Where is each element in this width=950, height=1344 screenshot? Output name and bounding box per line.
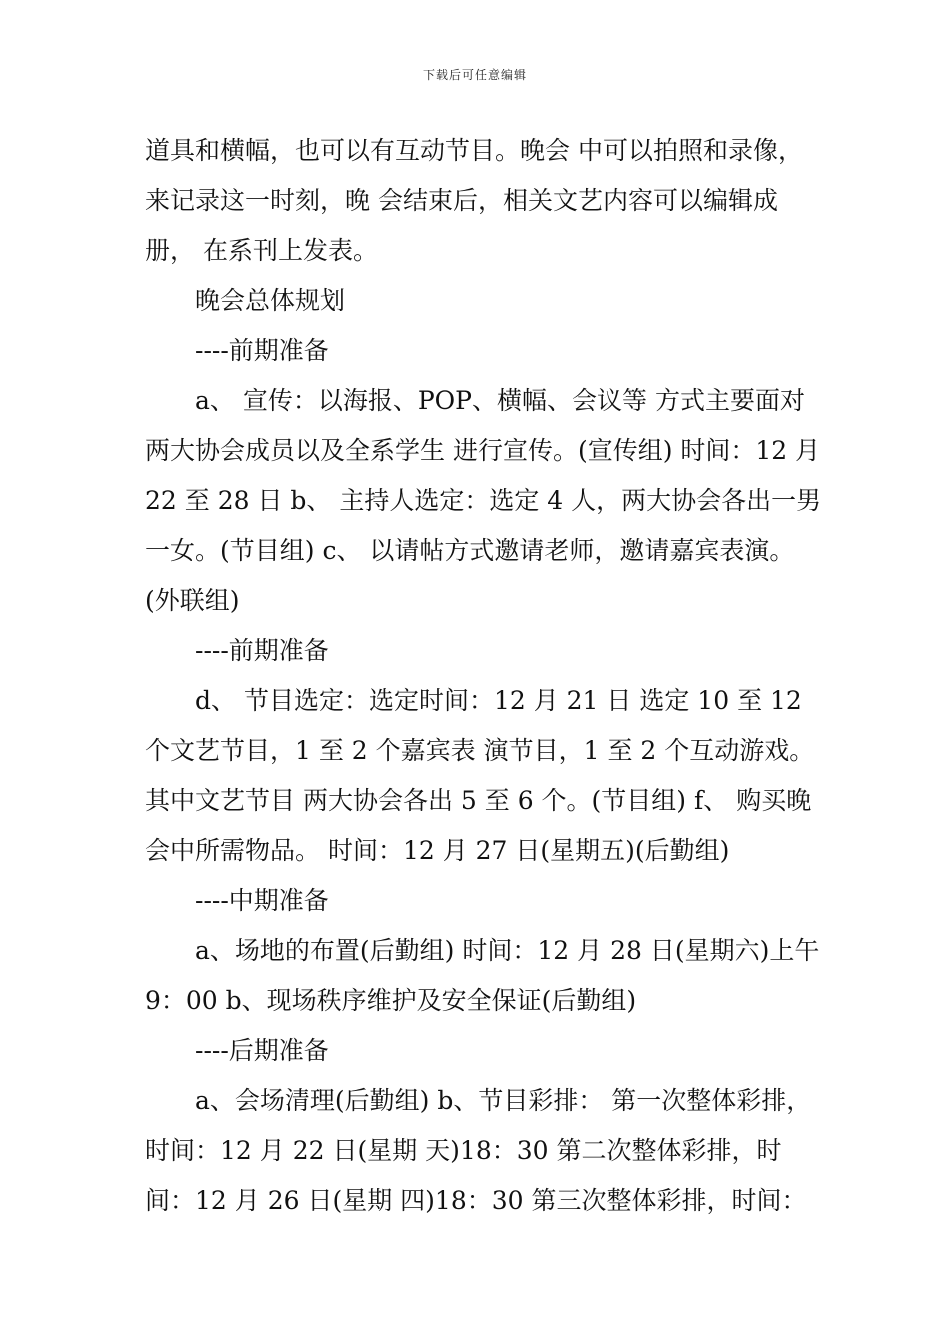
section-title: 晚会总体规划 — [195, 286, 346, 315]
section-heading-early-prep: ----前期准备 — [195, 336, 329, 365]
document-body — [145, 126, 825, 1226]
paragraph-venue-setup: a、场地的布置(后勤组) 时间：12 月 28 日(星期六)上午 9：00 b、现场秩序维护及安全保证(后勤组) — [145, 936, 820, 1015]
section-heading-early-prep-2: ----前期准备 — [195, 636, 329, 665]
paragraph-publicity: a、 宣传：以海报、POP、横幅、会议等 方式主要面对两大协会成员以及全系学生 进行宣传。(宣传组) 时间：12 月 22 至 28 日 b、 主持人选定：选定 4 人，两大协会各出一男一女。(节目组) c、 以请帖方式邀请老师，邀请嘉宾表演。 (外联组) — [145, 386, 822, 615]
paragraph-intro: 道具和横幅，也可以有互动节目。晚会 中可以拍照和录像，来记录这一时刻，晚 会结束后，相关文艺内容可以编辑成册， 在系刊上发表。 — [145, 136, 803, 265]
section-heading-late-prep: ----后期准备 — [195, 1036, 329, 1065]
page-header: 下载后可任意编辑 — [422, 68, 527, 82]
paragraph-rehearsal: a、会场清理(后勤组) b、节目彩排： 第一次整体彩排，时间：12 月 22 日(星期 天)18：30 第二次整体彩排，时间：12 月 26 日(星期 四)18：30 第三次整体彩排，时间： — [145, 1086, 812, 1215]
section-heading-mid-prep: ----中期准备 — [195, 886, 329, 915]
paragraph-program-selection: d、 节目选定：选定时间：12 月 21 日 选定 10 至 12 个文艺节目，1 至 2 个嘉宾表 演节目，1 至 2 个互动游戏。其中文艺节目 两大协会各出 5 至 6 个。(节目组) f、 购买晚会中所需物品。 时间：12 月 27 日(星期五)(后勤组) — [145, 686, 815, 865]
